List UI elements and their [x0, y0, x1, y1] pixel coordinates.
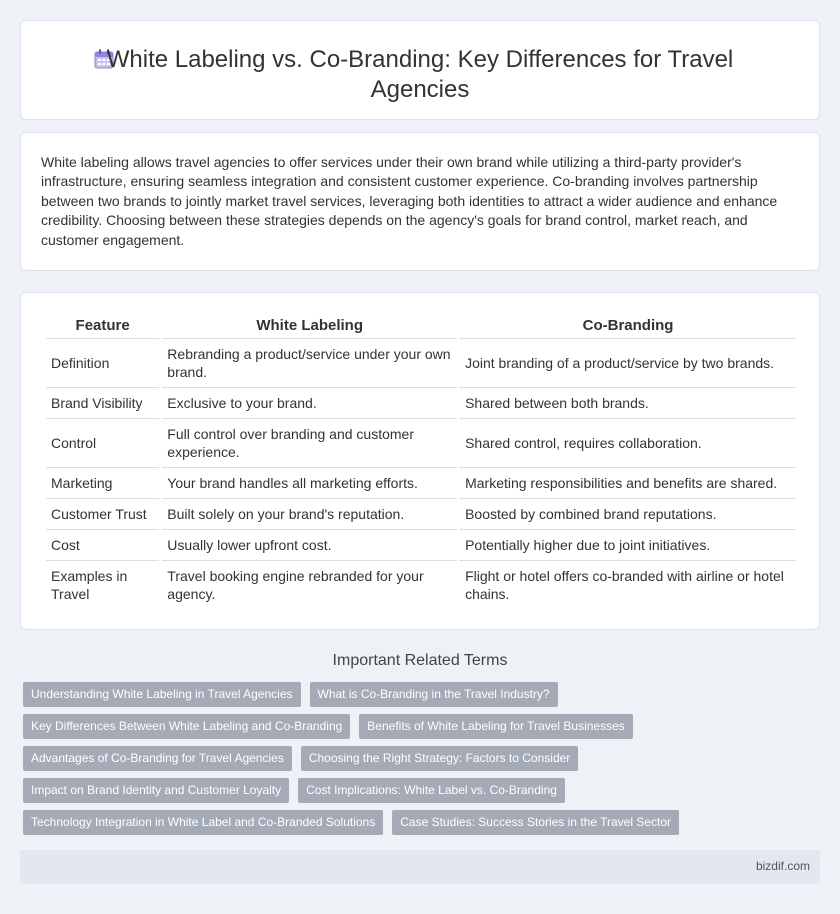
footer-site-link[interactable]: bizdif.com [755, 859, 810, 873]
related-term-link[interactable]: Advantages of Co-Branding for Travel Agencies [23, 746, 292, 771]
table-cell: Marketing [46, 468, 159, 499]
table-row [46, 468, 796, 499]
related-terms-title: Important Related Terms [332, 652, 508, 669]
table-cell: Shared control, requires collaboration. [460, 419, 796, 468]
table-header-row [46, 309, 796, 339]
table-cell: Rebranding a product/service under your own brand. [162, 339, 457, 388]
table-row [46, 561, 796, 609]
related-term-link[interactable]: Cost Implications: White Label vs. Co-Branding [298, 778, 565, 803]
table-row [46, 499, 796, 530]
comparison-table [43, 309, 799, 609]
table-cell: Flight or hotel offers co-branded with airline or hotel chains. [465, 568, 784, 602]
table-cell: Definition [46, 339, 159, 388]
table-row [46, 419, 796, 468]
related-term-link[interactable]: What is Co-Branding in the Travel Industry? [310, 682, 558, 707]
header-co-branding: Co-Branding [460, 309, 796, 339]
table-row [46, 530, 796, 561]
table-cell: Built solely on your brand's reputation. [162, 499, 457, 530]
table-cell: Marketing responsibilities and benefits are shared. [460, 468, 796, 499]
table-cell: Usually lower upfront cost. [162, 530, 457, 561]
table-cell: Boosted by combined brand reputations. [460, 499, 796, 530]
table-row [46, 388, 796, 419]
header-white-labeling: White Labeling [162, 309, 457, 339]
related-term-link[interactable]: Case Studies: Success Stories in the Travel Sector [392, 810, 679, 835]
header-card [20, 20, 820, 120]
intro-text: White labeling allows travel agencies to offer services under their own brand while utilizing a third-party provider's infrastructure, ensuring seamless integration and consistent customer experience. Co-branding involves partnership between two brands to jointly market travel services, leveraging both identities to attract a wider audience and enhance credibility. Choosing between these strategies depends on the agency's goals for brand control, market reach, and customer engagement. [41, 154, 778, 248]
header-feature: Feature [46, 309, 159, 339]
related-term-link[interactable]: Choosing the Right Strategy: Factors to Consider [301, 746, 578, 771]
table-cell: Joint branding of a product/service by two brands. [460, 339, 796, 388]
related-term-link[interactable]: Key Differences Between White Labeling and Co-Branding [23, 714, 350, 739]
table-cell: Travel booking engine rebranded for your agency. [167, 568, 424, 602]
table-row [46, 339, 796, 388]
related-term-link[interactable]: Benefits of White Labeling for Travel Businesses [359, 714, 632, 739]
table-cell: Potentially higher due to joint initiatives. [460, 530, 796, 561]
table-cell: Brand Visibility [46, 388, 159, 419]
related-terms-list [23, 682, 823, 842]
comparison-table-card [20, 292, 820, 630]
related-term-link[interactable]: Technology Integration in White Label and Co-Branded Solutions [23, 810, 383, 835]
table-cell: Exclusive to your brand. [162, 388, 457, 419]
table-cell: Shared between both brands. [460, 388, 796, 419]
page-title: White Labeling vs. Co-Branding: Key Differences for Travel Agencies [106, 46, 734, 103]
table-cell: Control [46, 419, 159, 468]
related-term-link[interactable]: Impact on Brand Identity and Customer Loyalty [23, 778, 289, 803]
table-cell: Your brand handles all marketing efforts. [162, 468, 457, 499]
table-cell: Cost [46, 530, 159, 561]
related-term-link[interactable]: Understanding White Labeling in Travel Agencies [23, 682, 301, 707]
footer [20, 850, 820, 884]
table-cell: Examples in Travel [51, 568, 128, 602]
intro-card [20, 132, 820, 271]
table-cell: Customer Trust [46, 499, 159, 530]
table-cell: Full control over branding and customer experience. [162, 419, 457, 468]
